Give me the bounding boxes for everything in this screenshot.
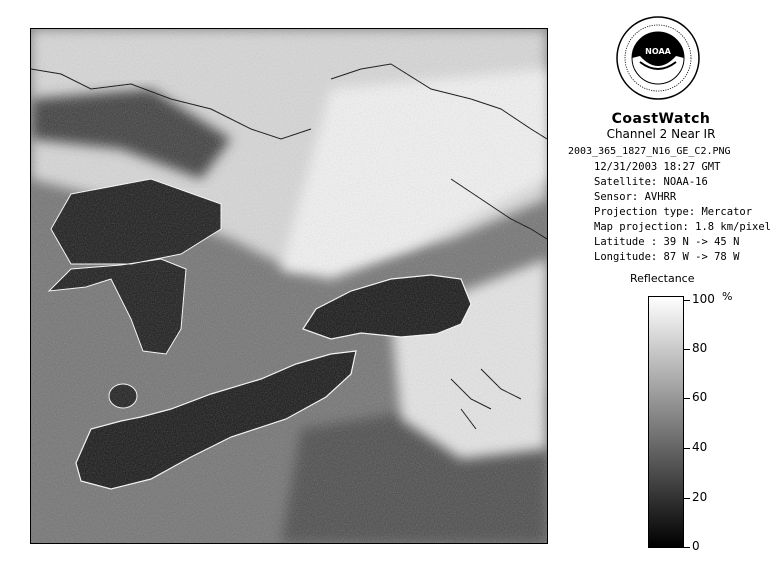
colorbar-tick-label: 100 — [692, 292, 715, 306]
colorbar-tick — [684, 448, 690, 449]
colorbar-title: Reflectance — [630, 272, 695, 285]
map-projection: Map projection: 1.8 km/pixel — [594, 221, 772, 233]
colorbar-tick — [684, 498, 690, 499]
colorbar-tick-label: 0 — [692, 539, 700, 553]
colorbar-tick-label: 60 — [692, 390, 708, 404]
colorbar-tick — [684, 349, 690, 350]
colorbar-tick-label: 20 — [692, 490, 708, 504]
noaa-logo — [616, 16, 700, 100]
latitude-range: Latitude : 39 N -> 45 N — [594, 236, 740, 248]
colorbar-tick — [684, 398, 690, 399]
longitude-range: Longitude: 87 W -> 78 W — [594, 251, 740, 263]
colorbar-unit: % — [722, 290, 733, 303]
colorbar-tick — [684, 300, 690, 301]
channel-label: Channel 2 Near IR — [606, 127, 716, 141]
colorbar-tick — [684, 547, 690, 548]
product-title: CoastWatch — [611, 111, 711, 127]
file-name: 2003_365_1827_N16_GE_C2.PNG — [568, 146, 731, 157]
colorbar-tick-label: 80 — [692, 341, 708, 355]
colorbar-tick-label: 40 — [692, 440, 708, 454]
satellite-info: Satellite: NOAA-16 — [594, 176, 708, 188]
acquisition-datetime: 12/31/2003 18:27 GMT — [594, 161, 721, 173]
satellite-image — [30, 28, 548, 544]
projection-type: Projection type: Mercator — [594, 206, 753, 218]
logo-text: NOAA — [645, 47, 671, 56]
sensor-info: Sensor: AVHRR — [594, 191, 677, 203]
reflectance-colorbar — [648, 296, 684, 548]
image-texture — [31, 29, 547, 543]
